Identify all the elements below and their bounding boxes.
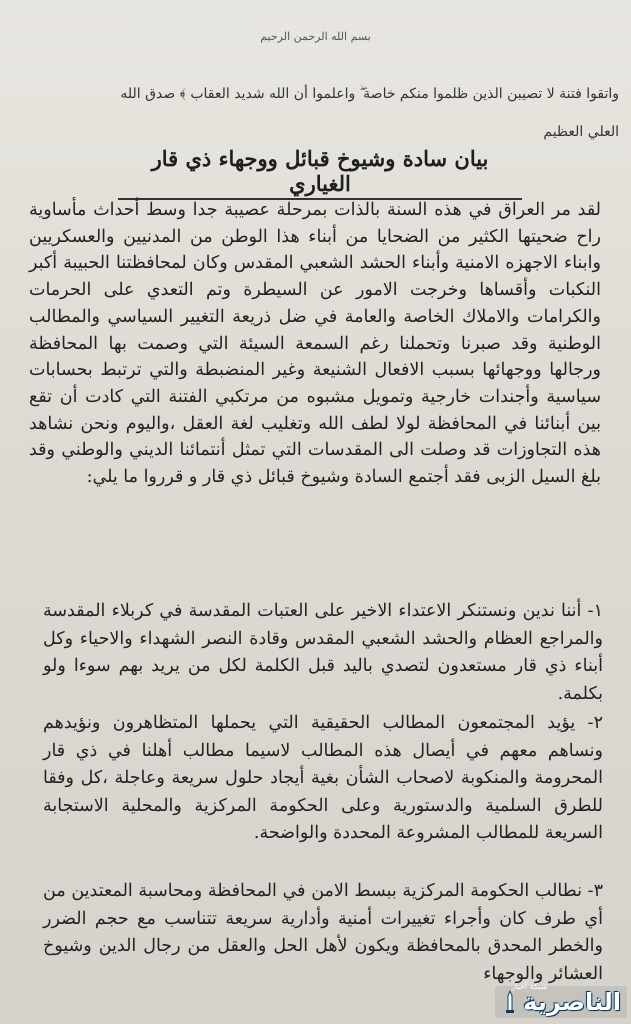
resolution-item-2 (43, 710, 603, 848)
watermark-logo (495, 982, 627, 1018)
item-text: نطالب الحكومة المركزية ببسط الامن في المحافظة ومحاسبة المعتدين من أي طرف كان وأجراء تغييرات أمنية وأدارية سريعة تتناسب مع حجم الضرر والخطر المحدق بالمحافظة ويكون لأهل الحل والعقل من رجال الدين وشيوخ العشائر والوجهاء (43, 881, 603, 984)
item-number: ٣- (587, 881, 603, 901)
item-text: أننا ندين ونستنكر الاعتداء الاخير على العتبات المقدسة في كربلاء المقدسة والمراجع العظام والحشد الشعبي المقدس وقادة النصر الشهداء والاحياء وكل أبناء ذي قار مستعدون لتصدي باليد قبل الكلمة لكل من يريد بهم سوءا ولو بكلمة. (43, 601, 603, 704)
quran-verse-end: العلي العظيم (543, 124, 619, 140)
item-number: ١- (587, 601, 603, 621)
basmala: بسم الله الرحمن الرحيم (260, 30, 371, 43)
quran-verse: واتقوا فتنة لا تصيبن الذين ظلموا منكم خاصة ۖ واعلموا أن الله شديد العقاب ﴾ صدق الله (120, 86, 619, 102)
statement-title: بيان سادة وشيوخ قبائل ووجهاء ذي قار الغياري (118, 146, 522, 200)
watermark-name: الناصرية (523, 988, 621, 1016)
intro-paragraph: لقد مر العراق في هذه السنة بالذات بمرحلة عصيبة جدا وسط أحداث مأساوية راح ضحيتها الكثير من الضحايا من أبناء هذا الوطن من المدنيين والعسكريين وابناء الاجهزه الامنية وأبناء الحشد الشعبي المقدس وكان لمحافظتنا الحبيبة أكبر النكبات وأقساها وخرجت الامور عن السيطرة وتم التعدي على الحرمات والكرامات والاملاك الخاصة والعامة في ضل ذريعة التغيير السياسي والمطالب الوطنية وقد صبرنا وتحملنا رغم السمعة السيئة التي وصمت بها المحافظة ورجالها ووجهائها بسبب الافعال الشنيعة وغير المنضبطة والتي ترتبط بحسابات سياسية وأجندات خارجية وتمويل مشبوه من مرتكبي الفتنة التي كادت أن تقع بين أبنائنا في المحافظة لولا لطف الله وتغليب لغة العقل ،واليوم ونحن نشاهد هذه التجاوزات قد وصلت الى المقدسات التي تمثل أنتمائنا الديني والوطني وقد بلغ السيل الزبى فقد أجتمع السادة وشيوخ قبائل ذي قار و قرروا ما يلي: (29, 200, 601, 488)
watermark-tagline: شبكة أخبار (511, 982, 548, 991)
minaret-icon (501, 990, 519, 1014)
resolution-item-3 (43, 878, 603, 988)
item-text: يؤيد المجتمعون المطالب الحقيقية التي يحملها المتظاهرون ونؤيدهم ونساهم معهم في أيصال هذه المطالب لاسيما مطالب أهلنا في ذي قار المحرومة والمنكوبة لاصحاب الشأن بغية أيجاد حلول سريعة وعاجلة ،كل وفقا للطرق السلمية والدستورية وعلى الحكومة المركزية والمحلية الاستجابة السريعة للمطالب المشروعة المحددة والواضحة. (43, 713, 603, 843)
resolution-item-1 (43, 598, 603, 708)
item-number: ٢- (587, 713, 603, 733)
